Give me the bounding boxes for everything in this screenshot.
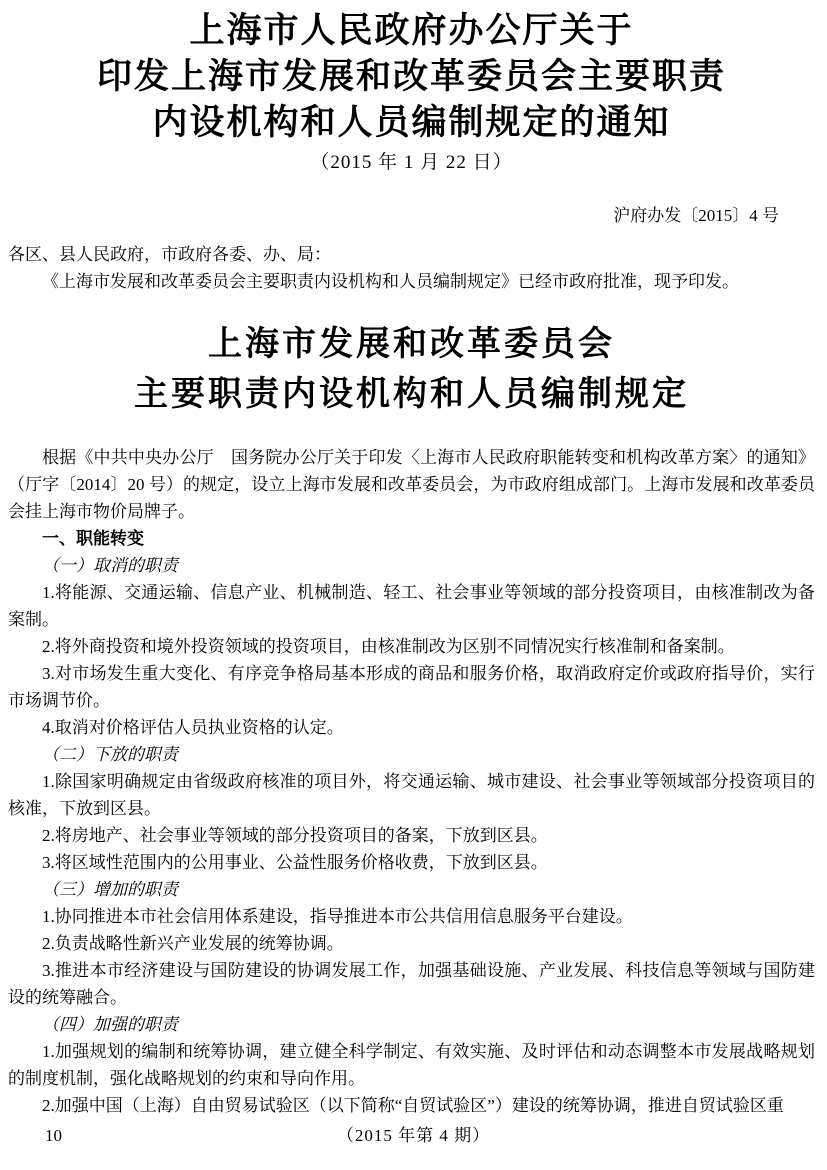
body-paragraph: 3.将区域性范围内的公用事业、公益性服务价格收费，下放到区县。 [42, 853, 548, 872]
body-paragraph: 2.负责战略性新兴产业发展的统筹协调。 [42, 934, 344, 953]
document-date: （2015 年 1 月 22 日） [310, 152, 513, 173]
regulation-title-line-2: 主要职责内设机构和人员编制规定 [134, 375, 689, 413]
body-paragraph: 1.除国家明确规定由省级政府核准的项目外，将交通运输、城市建设、社会事业等领域部分投资项目的核准，下放到区县。 [8, 772, 815, 818]
document-title-line-1: 上海市人民政府办公厅关于 [189, 11, 634, 50]
body-paragraph: 根据《中共中央办公厅 国务院办公厅关于印发〈上海市人民政府职能转变和机构改革方案〉的通知》（厅字〔2014〕20 号）的规定，设立上海市发展和改革委员会，为市政府组成部门。上海市发展和改革委员会挂上海市物价局牌子。 [8, 448, 815, 521]
regulation-body [8, 444, 815, 1119]
body-paragraph: 1.将能源、交通运输、信息产业、机械制造、轻工、社会事业等领域的部分投资项目，由核准制改为备案制。 [8, 583, 815, 629]
body-paragraph: 3.对市场发生重大变化、有序竞争格局基本形成的商品和服务价格，取消政府定价或政府指导价，实行市场调节价。 [8, 664, 815, 710]
body-paragraph: 2.将外商投资和境外投资领域的投资项目，由核准制改为区别不同情况实行核准制和备案制。 [42, 637, 735, 656]
section-heading: 一、职能转变 [42, 529, 144, 548]
body-paragraph: 2.将房地产、社会事业等领域的部分投资项目的备案，下放到区县。 [42, 826, 548, 845]
regulation-title-line-1: 上海市发展和改革委员会 [208, 325, 615, 363]
issue-label: （2015 年第 4 期） [336, 1126, 491, 1145]
document-title-line-2: 印发上海市发展和改革委员会主要职责 [96, 57, 726, 96]
body-paragraph: 4.取消对价格评估人员执业资格的认定。 [42, 718, 344, 737]
subsection-heading: （二）下放的职责 [42, 745, 178, 764]
subsection-heading: （四）加强的职责 [42, 1015, 178, 1034]
subsection-heading: （一）取消的职责 [42, 556, 178, 575]
body-paragraph: 1.加强规划的编制和统筹协调，建立健全科学制定、有效实施、及时评估和动态调整本市发展战略规划的制度机制，强化战略规划的约束和导向作用。 [8, 1042, 815, 1088]
document-number: 沪府办发〔2015〕4 号 [613, 206, 779, 225]
notice-intro-paragraph: 《上海市发展和改革委员会主要职责内设机构和人员编制规定》已经市政府批准，现予印发。 [42, 272, 739, 291]
document-title-line-3: 内设机构和人员编制规定的通知 [152, 103, 671, 142]
subsection-heading: （三）增加的职责 [42, 880, 178, 899]
body-paragraph: 3.推进本市经济建设与国防建设的协调发展工作，加强基础设施、产业发展、科技信息等领域与国防建设的统筹融合。 [8, 961, 815, 1007]
page-number: 10 [45, 1126, 62, 1145]
salutation: 各区、县人民政府，市政府各委、办、局： [8, 245, 331, 264]
body-paragraph: 2.加强中国（上海）自由贸易试验区（以下简称“自贸试验区”）建设的统筹协调，推进自贸试验区重 [42, 1096, 784, 1115]
page-footer [0, 1124, 827, 1152]
document-title [8, 8, 815, 146]
body-paragraph: 1.协同推进本市社会信用体系建设，指导推进本市公共信用信息服务平台建设。 [42, 907, 633, 926]
regulation-title [8, 319, 815, 419]
